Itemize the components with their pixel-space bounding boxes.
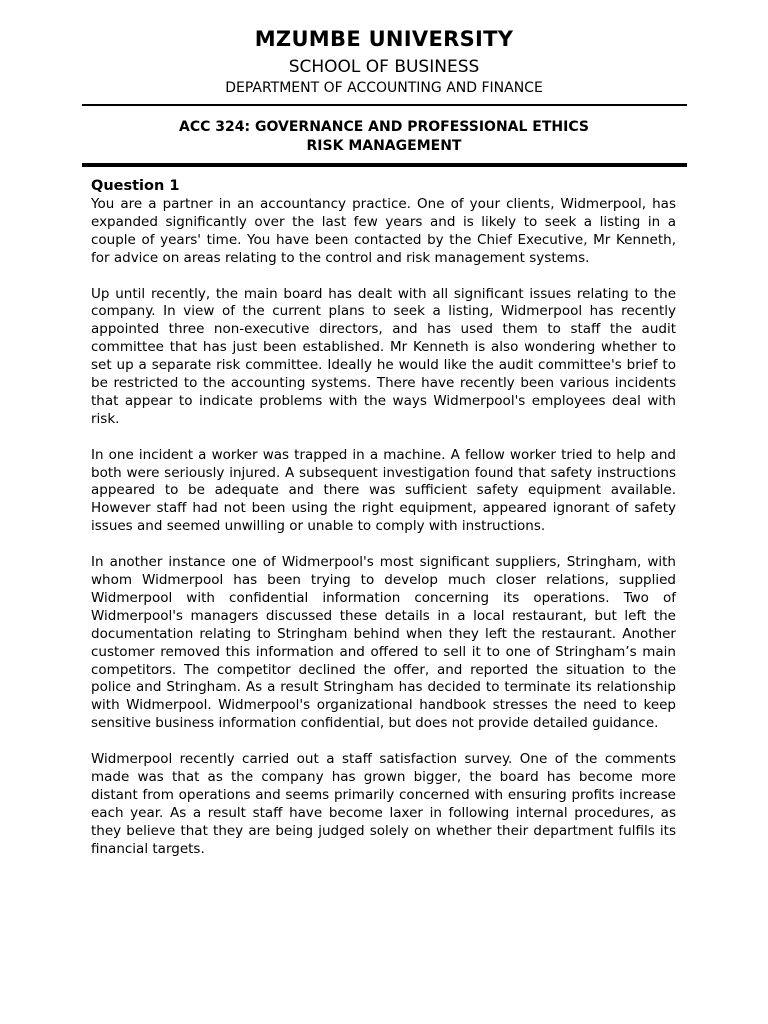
question-paragraph: In another instance one of Widmerpool's most significant suppliers, Stringham, with whom Widmerpool has been trying to develop much closer relations, supplied Widmerpool with confidential information concerning its operations. Two of Widmerpool's managers discussed these details in a local restaurant, but left the documentation relating to Stringham behind when they left the restaurant. Another customer removed this information and offered to sell it to one of Stringham’s main competitors. The competitor declined the offer, and reported the situation to the police and Stringham. As a result Stringham has decided to terminate its relationship with Widmerpool. Widmerpool's organizational handbook stresses the need to keep sensitive business information confidential, but does not provide detailed guidance. — [91, 554, 676, 732]
header-divider — [82, 104, 687, 106]
university-name: MZUMBE UNIVERSITY — [254, 27, 514, 51]
question-paragraph: Up until recently, the main board has dealt with all significant issues relating to the company. In view of the current plans to seek a listing, Widmerpool has recently appointed three non-executive directors, and has used them to staff the audit committee that has just been established. Mr Kenneth is also wondering whether to set up a separate risk committee. Ideally he would like the audit committee's brief to be restricted to the accounting systems. There have recently been various incidents that appear to indicate problems with the ways Widmerpool's employees deal with risk. — [91, 285, 676, 427]
question-paragraph: Widmerpool recently carried out a staff satisfaction survey. One of the comments made was that as the company has grown bigger, the board has become more distant from operations and seems primarily concerned with ensuring profits increase each year. As a result staff have become laxer in following internal procedures, as they believe that they are being judged solely on whether their department fulfils its financial targets. — [91, 751, 676, 857]
question-paragraph: In one incident a worker was trapped in a machine. A fellow worker tried to help and both were seriously injured. A subsequent investigation found that safety instructions appeared to be adequate and there was sufficient safety equipment available. However staff had not been using the right equipment, appeared ignorant of safety issues and seemed unwilling or unable to comply with instructions. — [91, 446, 676, 535]
question-title: Question 1 — [91, 178, 180, 194]
question-paragraph: You are a partner in an accountancy practice. One of your clients, Widmerpool, has expanded significantly over the last few years and is likely to seek a listing in a couple of years' time. You have been contacted by the Chief Executive, Mr Kenneth, for advice on areas relating to the control and risk management systems. — [91, 196, 676, 266]
course-title: ACC 324: GOVERNANCE AND PROFESSIONAL ETHICS — [179, 119, 589, 135]
section-divider — [82, 163, 687, 167]
school-name: SCHOOL OF BUSINESS — [288, 57, 480, 77]
department-name: DEPARTMENT OF ACCOUNTING AND FINANCE — [225, 80, 543, 96]
question-section — [91, 176, 676, 876]
topic-title: RISK MANAGEMENT — [306, 138, 462, 154]
